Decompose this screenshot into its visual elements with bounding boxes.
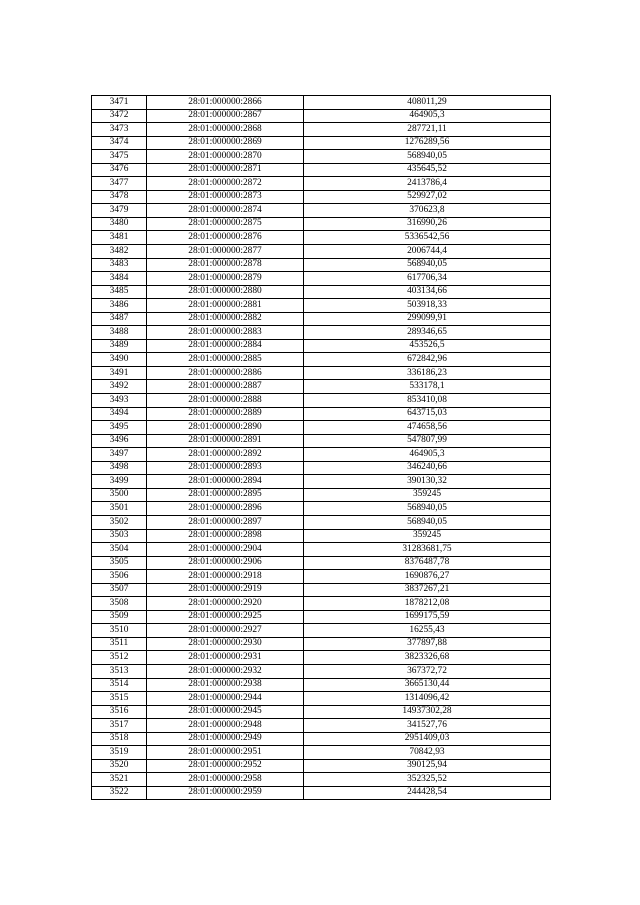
table-row — [92, 610, 551, 624]
cadastral-number-cell: 28:01:000000:2931 — [147, 651, 304, 665]
table-row — [92, 556, 551, 570]
row-number-cell: 3512 — [92, 651, 147, 665]
value-cell: 289346,65 — [304, 326, 551, 340]
cadastral-number-cell: 28:01:000000:2919 — [147, 583, 304, 597]
cadastral-number-cell: 28:01:000000:2890 — [147, 421, 304, 435]
row-number-cell: 3498 — [92, 461, 147, 475]
cadastral-number-cell: 28:01:000000:2932 — [147, 664, 304, 678]
table-row — [92, 624, 551, 638]
row-number-cell: 3509 — [92, 610, 147, 624]
cadastral-number-cell: 28:01:000000:2876 — [147, 231, 304, 245]
value-cell: 453526,5 — [304, 339, 551, 353]
table-row — [92, 583, 551, 597]
table-row — [92, 299, 551, 313]
cadastral-number-cell: 28:01:000000:2938 — [147, 678, 304, 692]
table-row — [92, 421, 551, 435]
cadastral-number-cell: 28:01:000000:2870 — [147, 150, 304, 164]
value-cell: 1699175,59 — [304, 610, 551, 624]
value-cell: 408011,29 — [304, 96, 551, 110]
table-row — [92, 353, 551, 367]
table-row — [92, 786, 551, 800]
value-cell: 1878212,08 — [304, 597, 551, 611]
value-cell: 464905,3 — [304, 448, 551, 462]
cadastral-number-cell: 28:01:000000:2879 — [147, 272, 304, 286]
row-number-cell: 3485 — [92, 285, 147, 299]
value-cell: 568940,05 — [304, 150, 551, 164]
cadastral-number-cell: 28:01:000000:2883 — [147, 326, 304, 340]
table-row — [92, 705, 551, 719]
table-row — [92, 448, 551, 462]
table-row — [92, 366, 551, 380]
row-number-cell: 3503 — [92, 529, 147, 543]
table-row — [92, 245, 551, 259]
row-number-cell: 3474 — [92, 136, 147, 150]
table-row — [92, 664, 551, 678]
row-number-cell: 3480 — [92, 217, 147, 231]
row-number-cell: 3501 — [92, 502, 147, 516]
cadastral-number-cell: 28:01:000000:2874 — [147, 204, 304, 218]
row-number-cell: 3476 — [92, 163, 147, 177]
row-number-cell: 3486 — [92, 299, 147, 313]
cadastral-number-cell: 28:01:000000:2930 — [147, 637, 304, 651]
value-cell: 1314096,42 — [304, 692, 551, 706]
value-cell: 547807,99 — [304, 434, 551, 448]
table-row — [92, 746, 551, 760]
value-cell: 299099,91 — [304, 312, 551, 326]
cadastral-number-cell: 28:01:000000:2891 — [147, 434, 304, 448]
cadastral-number-cell: 28:01:000000:2872 — [147, 177, 304, 191]
table-row — [92, 692, 551, 706]
value-cell: 435645,52 — [304, 163, 551, 177]
row-number-cell: 3504 — [92, 543, 147, 557]
cadastral-number-cell: 28:01:000000:2894 — [147, 475, 304, 489]
row-number-cell: 3519 — [92, 746, 147, 760]
table-row — [92, 461, 551, 475]
table-row — [92, 773, 551, 787]
row-number-cell: 3475 — [92, 150, 147, 164]
cadastral-number-cell: 28:01:000000:2892 — [147, 448, 304, 462]
cadastral-number-cell: 28:01:000000:2881 — [147, 299, 304, 313]
row-number-cell: 3502 — [92, 515, 147, 529]
cadastral-number-cell: 28:01:000000:2868 — [147, 123, 304, 137]
value-cell: 617706,34 — [304, 272, 551, 286]
table-row — [92, 217, 551, 231]
table-row — [92, 394, 551, 408]
cadastral-number-cell: 28:01:000000:2871 — [147, 163, 304, 177]
row-number-cell: 3493 — [92, 394, 147, 408]
value-cell: 464905,3 — [304, 109, 551, 123]
value-cell: 403134,66 — [304, 285, 551, 299]
table-row — [92, 204, 551, 218]
row-number-cell: 3515 — [92, 692, 147, 706]
row-number-cell: 3473 — [92, 123, 147, 137]
value-cell: 1276289,56 — [304, 136, 551, 150]
value-cell: 568940,05 — [304, 515, 551, 529]
cadastral-number-cell: 28:01:000000:2958 — [147, 773, 304, 787]
cadastral-number-cell: 28:01:000000:2873 — [147, 190, 304, 204]
cadastral-number-cell: 28:01:000000:2885 — [147, 353, 304, 367]
table-row — [92, 326, 551, 340]
value-cell: 390130,32 — [304, 475, 551, 489]
row-number-cell: 3497 — [92, 448, 147, 462]
row-number-cell: 3479 — [92, 204, 147, 218]
value-cell: 3837267,21 — [304, 583, 551, 597]
table-row — [92, 96, 551, 110]
row-number-cell: 3491 — [92, 366, 147, 380]
cadastral-number-cell: 28:01:000000:2882 — [147, 312, 304, 326]
value-cell: 367372,72 — [304, 664, 551, 678]
table-row — [92, 231, 551, 245]
row-number-cell: 3496 — [92, 434, 147, 448]
row-number-cell: 3521 — [92, 773, 147, 787]
row-number-cell: 3492 — [92, 380, 147, 394]
cadastral-number-cell: 28:01:000000:2893 — [147, 461, 304, 475]
table-row — [92, 272, 551, 286]
value-cell: 346240,66 — [304, 461, 551, 475]
value-cell: 16255,43 — [304, 624, 551, 638]
row-number-cell: 3487 — [92, 312, 147, 326]
value-cell: 5336542,56 — [304, 231, 551, 245]
row-number-cell: 3522 — [92, 786, 147, 800]
row-number-cell: 3499 — [92, 475, 147, 489]
cadastral-number-cell: 28:01:000000:2880 — [147, 285, 304, 299]
value-cell: 2006744,4 — [304, 245, 551, 259]
table-row — [92, 515, 551, 529]
table-row — [92, 434, 551, 448]
row-number-cell: 3516 — [92, 705, 147, 719]
cadastral-number-cell: 28:01:000000:2896 — [147, 502, 304, 516]
table-row — [92, 637, 551, 651]
cadastral-value-table — [91, 95, 551, 800]
value-cell: 529927,02 — [304, 190, 551, 204]
value-cell: 359245 — [304, 488, 551, 502]
cadastral-number-cell: 28:01:000000:2944 — [147, 692, 304, 706]
row-number-cell: 3495 — [92, 421, 147, 435]
table-row — [92, 109, 551, 123]
table-row — [92, 123, 551, 137]
value-cell: 474658,56 — [304, 421, 551, 435]
table-row — [92, 177, 551, 191]
value-cell: 14937302,28 — [304, 705, 551, 719]
row-number-cell: 3483 — [92, 258, 147, 272]
cadastral-number-cell: 28:01:000000:2897 — [147, 515, 304, 529]
value-cell: 503918,33 — [304, 299, 551, 313]
value-cell: 287721,11 — [304, 123, 551, 137]
value-cell: 8376487,78 — [304, 556, 551, 570]
table-body — [92, 96, 551, 800]
row-number-cell: 3489 — [92, 339, 147, 353]
value-cell: 70842,93 — [304, 746, 551, 760]
value-cell: 1690876,27 — [304, 570, 551, 584]
cadastral-number-cell: 28:01:000000:2875 — [147, 217, 304, 231]
cadastral-number-cell: 28:01:000000:2898 — [147, 529, 304, 543]
row-number-cell: 3518 — [92, 732, 147, 746]
value-cell: 352325,52 — [304, 773, 551, 787]
table-row — [92, 339, 551, 353]
cadastral-number-cell: 28:01:000000:2951 — [147, 746, 304, 760]
table-row — [92, 732, 551, 746]
cadastral-number-cell: 28:01:000000:2887 — [147, 380, 304, 394]
cadastral-number-cell: 28:01:000000:2869 — [147, 136, 304, 150]
table-row — [92, 150, 551, 164]
cadastral-number-cell: 28:01:000000:2959 — [147, 786, 304, 800]
cadastral-number-cell: 28:01:000000:2889 — [147, 407, 304, 421]
value-cell: 390125,94 — [304, 759, 551, 773]
table-row — [92, 380, 551, 394]
table-row — [92, 678, 551, 692]
row-number-cell: 3494 — [92, 407, 147, 421]
table-row — [92, 759, 551, 773]
table-row — [92, 407, 551, 421]
row-number-cell: 3482 — [92, 245, 147, 259]
cadastral-number-cell: 28:01:000000:2949 — [147, 732, 304, 746]
cadastral-number-cell: 28:01:000000:2866 — [147, 96, 304, 110]
row-number-cell: 3478 — [92, 190, 147, 204]
table-row — [92, 597, 551, 611]
row-number-cell: 3510 — [92, 624, 147, 638]
row-number-cell: 3520 — [92, 759, 147, 773]
value-cell: 2951409,03 — [304, 732, 551, 746]
row-number-cell: 3505 — [92, 556, 147, 570]
table-row — [92, 719, 551, 733]
row-number-cell: 3517 — [92, 719, 147, 733]
value-cell: 3665130,44 — [304, 678, 551, 692]
cadastral-number-cell: 28:01:000000:2948 — [147, 719, 304, 733]
value-cell: 341527,76 — [304, 719, 551, 733]
table-row — [92, 488, 551, 502]
table-row — [92, 502, 551, 516]
row-number-cell: 3506 — [92, 570, 147, 584]
row-number-cell: 3490 — [92, 353, 147, 367]
value-cell: 244428,54 — [304, 786, 551, 800]
value-cell: 2413786,4 — [304, 177, 551, 191]
cadastral-number-cell: 28:01:000000:2918 — [147, 570, 304, 584]
row-number-cell: 3484 — [92, 272, 147, 286]
value-cell: 31283681,75 — [304, 543, 551, 557]
cadastral-number-cell: 28:01:000000:2867 — [147, 109, 304, 123]
row-number-cell: 3514 — [92, 678, 147, 692]
value-cell: 359245 — [304, 529, 551, 543]
value-cell: 316990,26 — [304, 217, 551, 231]
row-number-cell: 3481 — [92, 231, 147, 245]
cadastral-number-cell: 28:01:000000:2877 — [147, 245, 304, 259]
row-number-cell: 3472 — [92, 109, 147, 123]
row-number-cell: 3488 — [92, 326, 147, 340]
table-row — [92, 651, 551, 665]
cadastral-number-cell: 28:01:000000:2925 — [147, 610, 304, 624]
table-row — [92, 163, 551, 177]
value-cell: 533178,1 — [304, 380, 551, 394]
table-row — [92, 543, 551, 557]
row-number-cell: 3471 — [92, 96, 147, 110]
row-number-cell: 3508 — [92, 597, 147, 611]
cadastral-number-cell: 28:01:000000:2906 — [147, 556, 304, 570]
row-number-cell: 3511 — [92, 637, 147, 651]
cadastral-number-cell: 28:01:000000:2878 — [147, 258, 304, 272]
cadastral-number-cell: 28:01:000000:2952 — [147, 759, 304, 773]
value-cell: 672842,96 — [304, 353, 551, 367]
table-row — [92, 285, 551, 299]
row-number-cell: 3500 — [92, 488, 147, 502]
cadastral-number-cell: 28:01:000000:2927 — [147, 624, 304, 638]
value-cell: 377897,88 — [304, 637, 551, 651]
row-number-cell: 3513 — [92, 664, 147, 678]
value-cell: 568940,05 — [304, 502, 551, 516]
value-cell: 643715,03 — [304, 407, 551, 421]
cadastral-number-cell: 28:01:000000:2904 — [147, 543, 304, 557]
value-cell: 370623,8 — [304, 204, 551, 218]
table-row — [92, 136, 551, 150]
table-row — [92, 475, 551, 489]
table-row — [92, 258, 551, 272]
row-number-cell: 3477 — [92, 177, 147, 191]
table-row — [92, 312, 551, 326]
value-cell: 336186,23 — [304, 366, 551, 380]
value-cell: 3823326,68 — [304, 651, 551, 665]
table-row — [92, 570, 551, 584]
cadastral-number-cell: 28:01:000000:2945 — [147, 705, 304, 719]
cadastral-number-cell: 28:01:000000:2895 — [147, 488, 304, 502]
table-row — [92, 190, 551, 204]
value-cell: 568940,05 — [304, 258, 551, 272]
cadastral-number-cell: 28:01:000000:2920 — [147, 597, 304, 611]
cadastral-number-cell: 28:01:000000:2884 — [147, 339, 304, 353]
row-number-cell: 3507 — [92, 583, 147, 597]
table-row — [92, 529, 551, 543]
value-cell: 853410,08 — [304, 394, 551, 408]
cadastral-number-cell: 28:01:000000:2888 — [147, 394, 304, 408]
cadastral-number-cell: 28:01:000000:2886 — [147, 366, 304, 380]
